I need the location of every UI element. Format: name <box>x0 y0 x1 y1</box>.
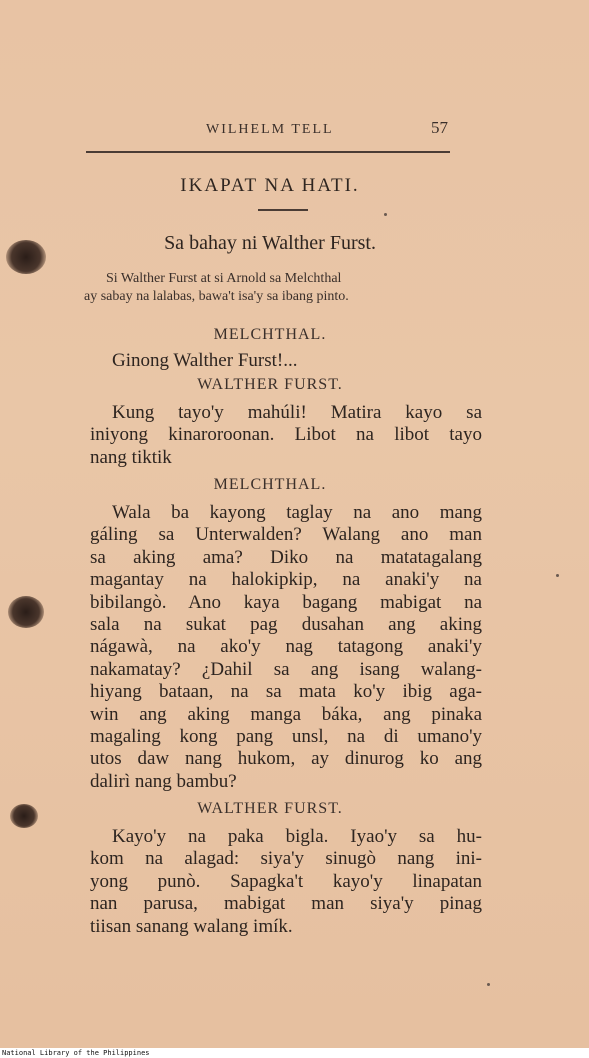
binding-hole <box>8 596 44 628</box>
chapter-rule <box>258 209 308 211</box>
speech-line: nang tiktik <box>90 446 172 468</box>
speaker-name: WALTHER FURST. <box>197 376 343 393</box>
speech-line: sala na sukat pag dusahan ang aking <box>90 614 482 636</box>
speech-line: sa aking ama? Diko na matatagalang <box>90 546 482 568</box>
speech <box>90 826 482 938</box>
speech-line: Kayo'y na paka bigla. Iyao'y sa hu- <box>112 826 482 847</box>
speech-line: yong punò. Sapagka't kayo'y linapatan <box>90 870 482 892</box>
speaker-name: WALTHER FURST. <box>197 800 343 817</box>
stage-direction <box>84 270 484 306</box>
speech-line: tiisan sanang walang imík. <box>90 915 293 937</box>
speech-line: iniyong kinaroroonan. Libot na libot tayo <box>90 424 482 446</box>
chapter-title: IKAPAT NA HATI. <box>180 175 360 196</box>
scene-heading: Sa bahay ni Walther Furst. <box>164 232 376 254</box>
speech-line: win ang aking manga báka, ang pinaka <box>90 703 482 725</box>
speech <box>90 402 482 469</box>
binding-hole <box>6 240 46 274</box>
header-rule <box>86 151 450 153</box>
running-title: WILHELM TELL <box>206 122 334 137</box>
speech-line: nan parusa, mabigat man siya'y pinag <box>90 893 482 915</box>
paper-speck <box>556 574 559 577</box>
speech-line: Wala ba kayong taglay na ano mang <box>112 502 482 523</box>
speech-line: bibilangò. Ano kaya bagang mabigat na <box>90 591 482 613</box>
stage-direction-line: ay sabay na lalabas, bawa't isa'y sa ibang pinto. <box>84 289 349 304</box>
speech <box>90 350 482 372</box>
footer-credit: National Library of the Philippines <box>2 1049 150 1057</box>
page-number: 57 <box>431 118 448 137</box>
paper-speck <box>384 213 387 216</box>
speech-line: dalirì nang bambu? <box>90 770 237 792</box>
speech <box>90 502 482 793</box>
speaker-name: MELCHTHAL. <box>213 326 327 343</box>
speech-line: utos daw nang hukom, ay dinurog ko ang <box>90 748 482 770</box>
speech-line: nakamatay? ¿Dahil sa ang isang walang- <box>90 658 482 680</box>
speech-line: hiyang bataan, na sa mata ko'y ibig aga- <box>90 681 482 703</box>
speech-line: Kung tayo'y mahúli! Matira kayo sa <box>112 402 482 423</box>
binding-hole <box>10 804 38 828</box>
speaker-name: MELCHTHAL. <box>213 476 327 493</box>
speech-line: Ginong Walther Furst!... <box>112 350 298 371</box>
speech-line: nágawà, na ako'y nag tatagong anaki'y <box>90 636 482 658</box>
paper-speck <box>487 983 490 986</box>
speech-line: kom na alagad: siya'y sinugò nang ini- <box>90 848 482 870</box>
stage-direction-line: Si Walther Furst at si Arnold sa Melchthal <box>106 271 342 286</box>
speech-line: gáling sa Unterwalden? Walang ano man <box>90 524 482 546</box>
running-header <box>86 118 450 140</box>
speech-line: magaling kong pang unsl, na di umano'y <box>90 726 482 748</box>
speech-line: magantay na halokipkip, na anaki'y na <box>90 569 482 591</box>
